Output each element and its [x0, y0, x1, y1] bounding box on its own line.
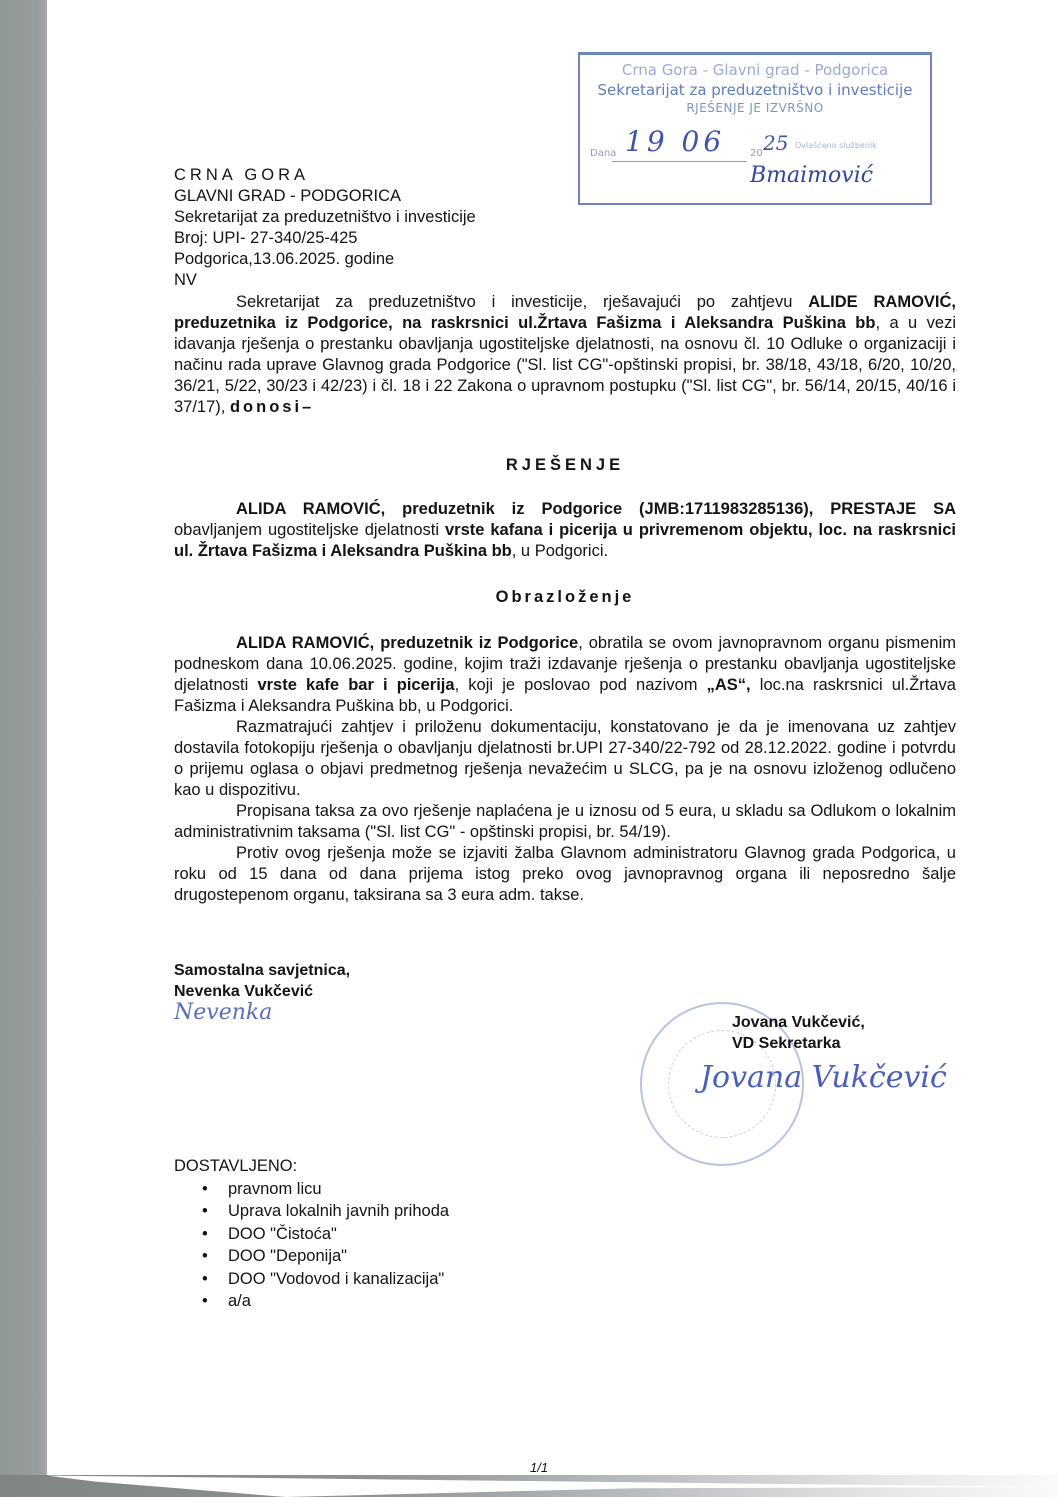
obrazlozenje-p4: Protiv ovog rješenja može se izjaviti žalba Glavnom administratoru Glavnog grada Podgorica, u roku od 15 dana od dana prijema istog preko ovog javnopravnog organa ili neposredno šalje drugostepenom organu, taksirana sa 3 eura adm. takse.: [174, 844, 956, 904]
stamp-signature: Bmaimović: [750, 163, 874, 188]
obrazlozenje-title: Obrazloženje: [495, 588, 635, 606]
distribution-item: • DOO "Čistoća": [228, 1223, 449, 1246]
intro-applicant: ALIDE RAMOVIĆ, preduzetnika iz Podgorice, na raskrsnici ul.Žrtava Fašizma i Aleksandra Puškina bb: [174, 293, 956, 332]
distribution-title: DOSTAVLJENO:: [174, 1157, 298, 1175]
distribution-list: [174, 1155, 449, 1313]
header-department: Sekretarijat za preduzetništvo i investicije: [174, 208, 476, 226]
p1-bold-2: vrste kafe bar i picerija: [257, 676, 455, 694]
resenje-title: RJEŠENJE: [505, 456, 625, 474]
resenje-paragraph: [174, 499, 956, 562]
distribution-item: • Uprava lokalnih javnih prihoda: [228, 1200, 449, 1223]
intro-text-1: Sekretarijat za preduzetništvo i investicije, rješavajući po zahtjevu: [236, 293, 809, 311]
stamp-year-value: 25: [763, 131, 789, 155]
header-country: CRNA GORA: [174, 166, 310, 184]
distribution-item: • pravnom licu: [228, 1178, 449, 1201]
header-number: Broj: UPI- 27-340/25-425: [174, 229, 358, 247]
p1-text-3: loc.na raskrsnici ul.Žrtava Fašizma i Aleksandra Puškina bb, u Podgorici.: [174, 676, 956, 715]
header-city: GLAVNI GRAD - PODGORICA: [174, 187, 402, 205]
signatory-right: [732, 1012, 865, 1054]
stamp-date-line: [612, 161, 747, 162]
resenje-text-1: obavljanjem ugostiteljske djelatnosti: [174, 521, 445, 539]
obrazlozenje-p3: Propisana taksa za ovo rješenje naplaćena je u iznosu od 5 eura, u skladu sa Odlukom o lokalnim administrativnim taksama ("Sl. list CG" - opštinski propisi, br. 54/19).: [174, 802, 956, 841]
resenje-text-2: , u Podgorici.: [511, 542, 609, 560]
obrazlozenje-body: [174, 633, 956, 906]
stamp-line-2: Sekretarijat za preduzetništvo i investicije: [597, 81, 913, 99]
intro-paragraph: [174, 292, 956, 418]
signatory-right-handwriting: Jovana Vukčević: [700, 1060, 947, 1095]
p1-bold-3: „AS“,: [706, 676, 751, 694]
distribution-item: • DOO "Vodovod i kanalizacija": [228, 1268, 449, 1291]
signatory-right-name: Jovana Vukčević,: [732, 1014, 865, 1031]
resenje-bold-2: vrste kafana i picerija u privremenom objektu, loc. na raskrsnici ul. Žrtava Fašizma i Aleksandra Puškina bb: [174, 521, 956, 560]
p1-bold-1: ALIDA RAMOVIĆ, preduzetnik iz Podgorice: [236, 634, 579, 652]
stamp-date-value: 19 06: [625, 125, 726, 158]
header-place-date: Podgorica,13.06.2025. godine: [174, 250, 395, 268]
stamp-year-prefix: 20: [750, 148, 763, 159]
scan-edge-bottom: [0, 1475, 1058, 1497]
stamp-line-3: RJEŠENJE JE IZVRŠNO: [686, 101, 824, 115]
scan-edge-left: [0, 0, 47, 1497]
obrazlozenje-p2: Razmatrajući zahtjev i priloženu dokumentaciju, konstatovano je da je imenovana uz zahtjev dostavila fotokopiju rješenja o obavljanju djelatnosti br.UPI 27-340/22-792 od 28.12.2022. godine i potvrdu o prijemu oglasa o objavi predmetnog rješenja nevažećim u SLCG, pa je na osnovu izloženog odlučeno kao u dispozitivu.: [174, 718, 956, 799]
p1-text-2: , koji je poslovao pod nazivom: [454, 676, 707, 694]
distribution-item: • a/a: [228, 1290, 449, 1313]
stamp-date-label: Dana: [590, 148, 617, 159]
signatory-left-title: Samostalna savjetnica,: [174, 962, 351, 979]
signatory-right-title: VD Sekretarka: [732, 1035, 841, 1052]
intro-donosi: donosi–: [229, 398, 315, 416]
stamp-officer-label: Ovlašćeno službenik: [795, 141, 877, 150]
document-header: [174, 165, 594, 291]
intro-text-2: , a u vezi idavanja rješenja o prestanku obavljanja ugostiteljske djelatnosti, na osnovu čl. 10 Odluke o organizaciji i načinu rada uprave Glavnog grada Podgorice ("Sl. list CG"-opštinski propisi, br. 38/18, 43/18, 6/20, 10/20, 36/21, 5/22, 30/23 i 42/23) i čl. 18 i 22 Zakona o upravnom postupku ("Sl. list CG", br. 56/14, 20/15, 40/16 i 37/17),: [174, 314, 956, 416]
distribution-item: • DOO "Deponija": [228, 1245, 449, 1268]
execution-stamp: [578, 52, 932, 205]
stamp-line-1: Crna Gora - Glavni grad - Podgorica: [621, 61, 889, 79]
header-initials: NV: [174, 271, 197, 289]
resenje-bold-1: ALIDA RAMOVIĆ, preduzetnik iz Podgorice (JMB:1711983285136), PRESTAJE SA: [236, 500, 956, 518]
signatory-left: [174, 960, 350, 1023]
obrazlozenje-p1: [174, 633, 956, 717]
signatory-left-name: Nevenka Vukčević: [174, 983, 314, 1000]
signatory-left-handwriting: Nevenka: [174, 1000, 273, 1025]
p1-text-1: , obratila se ovom javnopravnom organu pismenim podneskom dana 10.06.2025. godine, kojim traži izdavanje rješenja o prestanku obavljanja ugostiteljske djelatnosti: [174, 634, 956, 694]
page-number: 1/1: [530, 1460, 549, 1475]
